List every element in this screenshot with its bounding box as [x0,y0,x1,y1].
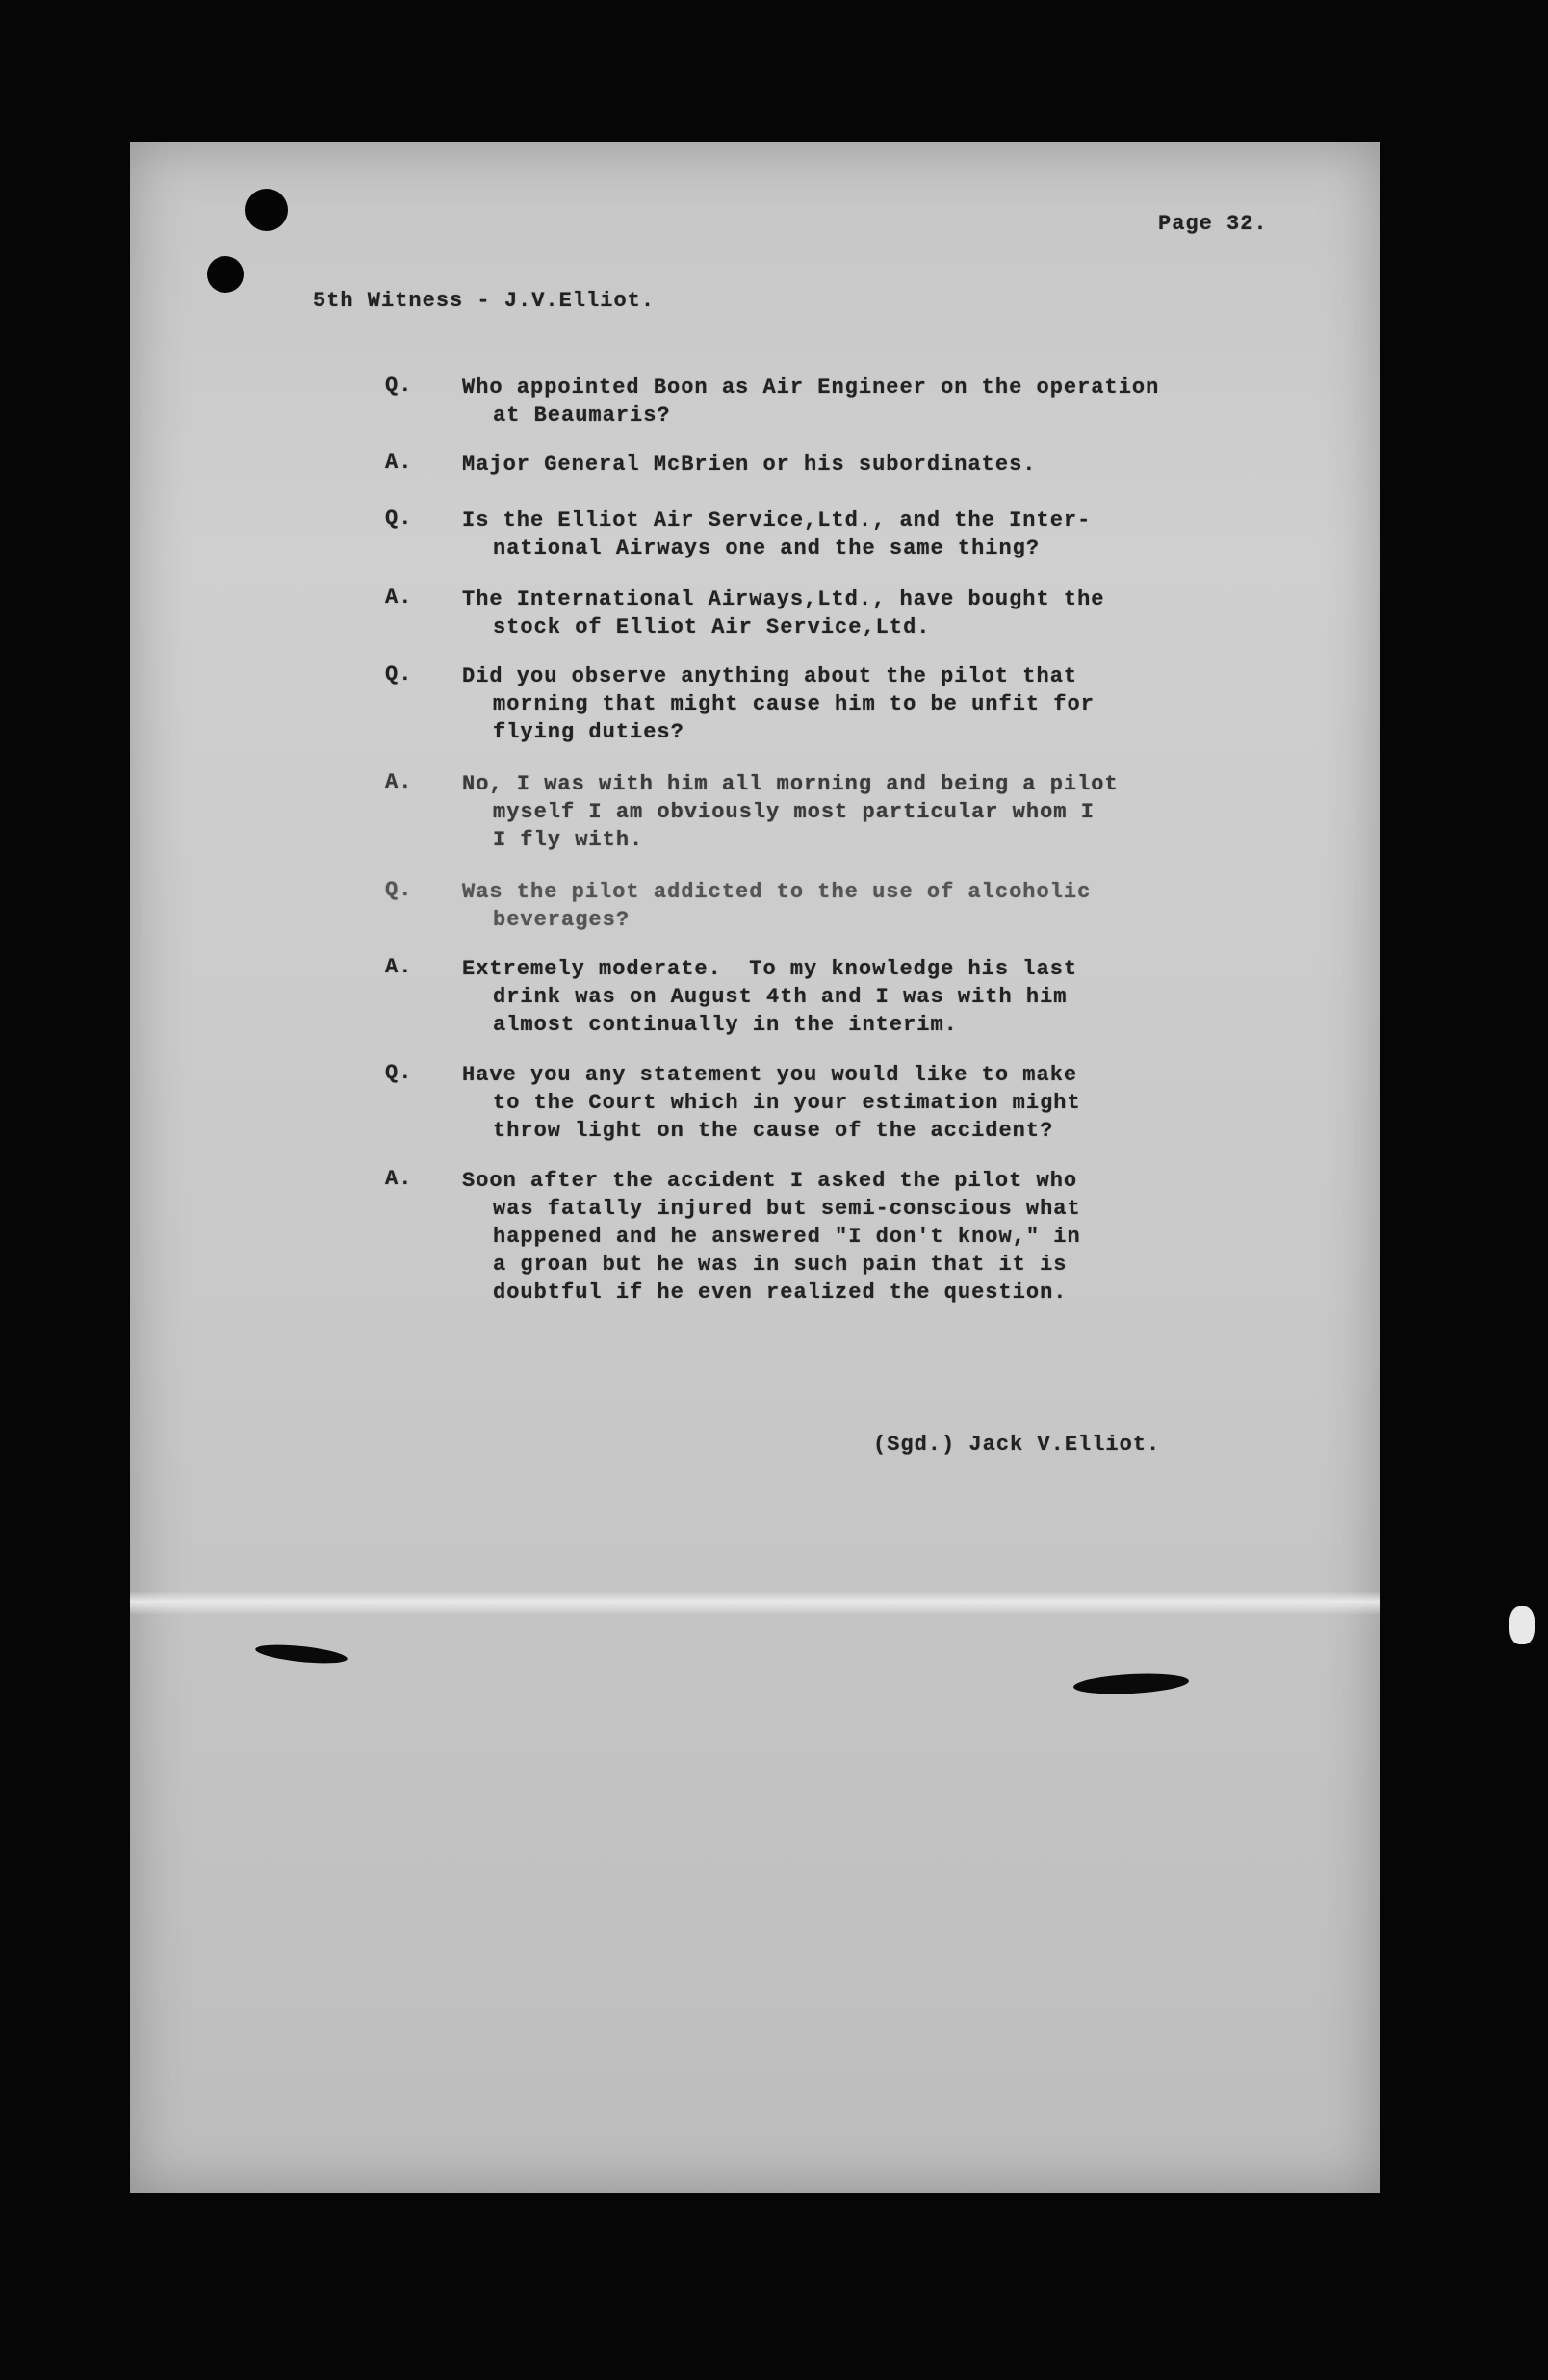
qa-label: A. [385,770,413,794]
qa-line: Is the Elliot Air Service,Ltd., and the Inter- [462,508,1092,532]
qa-line: No, I was with him all morning and being a pilot [462,772,1119,796]
qa-line: Extremely moderate. To my knowledge his last [462,957,1078,981]
qa-line: Was the pilot addicted to the use of alcoholic [462,880,1092,904]
qa-label: Q. [385,374,413,398]
punch-hole [207,256,244,293]
signature-line: (Sgd.) Jack V.Elliot. [873,1433,1161,1457]
page-number: Page 32. [1158,212,1268,236]
punch-hole [245,189,288,231]
document-page [130,142,1380,2193]
qa-line: morning that might cause him to be unfit for [493,692,1095,716]
qa-line: was fatally injured but semi-conscious what [493,1197,1081,1221]
witness-heading: 5th Witness - J.V.Elliot. [313,289,656,313]
qa-text [462,451,1329,479]
qa-label: Q. [385,662,413,686]
qa-line: flying duties? [493,720,684,744]
qa-line: Soon after the accident I asked the pilot who [462,1169,1078,1193]
qa-text [462,506,1329,562]
qa-line: a groan but he was in such pain that it is [493,1253,1068,1277]
paper-tear [1073,1671,1190,1696]
qa-label: A. [385,451,413,475]
qa-line: I fly with. [493,828,644,852]
qa-text [462,1167,1329,1306]
qa-line: doubtful if he even realized the question. [493,1281,1068,1305]
qa-line: stock of Elliot Air Service,Ltd. [493,615,931,639]
qa-text [462,1061,1329,1145]
qa-label: A. [385,1167,413,1191]
qa-label: Q. [385,506,413,530]
qa-line: drink was on August 4th and I was with him [493,985,1068,1009]
qa-label: Q. [385,878,413,902]
qa-line: Have you any statement you would like to make [462,1063,1078,1087]
qa-line: Major General McBrien or his subordinates. [462,453,1037,477]
qa-text [462,374,1329,429]
qa-label: Q. [385,1061,413,1085]
qa-line: beverages? [493,908,631,932]
qa-line: Who appointed Boon as Air Engineer on the operation [462,375,1160,400]
qa-text [462,955,1329,1039]
qa-text [462,878,1329,934]
qa-line: Did you observe anything about the pilot that [462,664,1078,688]
qa-line: to the Court which in your estimation might [493,1091,1081,1115]
qa-label: A. [385,585,413,609]
qa-line: almost continually in the interim. [493,1013,958,1037]
qa-text [462,662,1329,746]
qa-line: throw light on the cause of the accident? [493,1119,1054,1143]
fold-crease [130,1591,1380,1615]
qa-text [462,585,1329,641]
qa-line: at Beaumaris? [493,403,671,427]
qa-line: happened and he answered "I don't know," in [493,1225,1081,1249]
qa-line: The International Airways,Ltd., have bought the [462,587,1105,611]
qa-label: A. [385,955,413,979]
scan-artifact [1509,1606,1535,1644]
qa-line: myself I am obviously most particular whom I [493,800,1095,824]
qa-text [462,770,1329,854]
paper-tear [254,1642,348,1667]
qa-line: national Airways one and the same thing? [493,536,1041,560]
